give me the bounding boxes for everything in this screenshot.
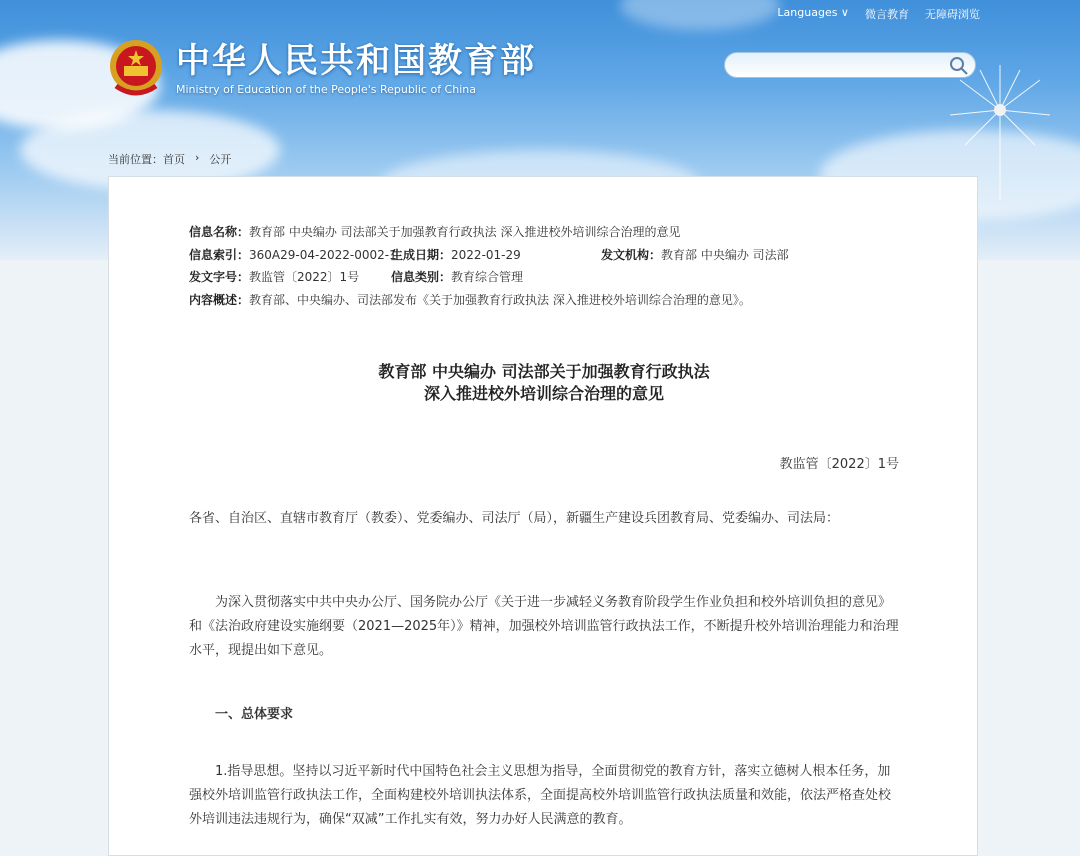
meta-summary-label: 内容概述： — [189, 292, 250, 307]
national-emblem-icon — [108, 38, 164, 98]
document-intro: 为深入贯彻落实中共中央办公厅、国务院办公厅《关于进一步减轻义务教育阶段学生作业负担和校外培训负担的意见》和《法治政府建设实施纲要（2021—2025年）》精神，加强校外培训监管行政执法工作，不断提升校外培训治理能力和治理水平，现提出如下意见。 — [189, 595, 899, 658]
breadcrumb-home[interactable]: 首页 — [163, 153, 185, 166]
breadcrumb-separator: › — [195, 151, 200, 164]
meta-date-label: 生成日期： — [391, 247, 452, 262]
document-addressee: 各省、自治区、直辖市教育厅（教委）、党委编办、司法厅（局），新疆生产建设兵团教育局、党委编办、司法局： — [189, 511, 840, 526]
meta-index-value: 360A29-04-2022-0002-1 — [249, 247, 397, 262]
accessible-browse-link[interactable]: 无障碍浏览 — [925, 8, 980, 21]
meta-category-value: 教育综合管理 — [451, 270, 524, 284]
document-metadata — [189, 221, 909, 311]
weibo-link[interactable]: 微言教育 — [865, 8, 909, 21]
breadcrumb-label: 当前位置： — [108, 153, 163, 166]
document-title-line2: 深入推进校外培训综合治理的意见 — [423, 384, 664, 403]
breadcrumb — [108, 151, 231, 167]
meta-docno-value: 教监管〔2022〕1号 — [249, 270, 360, 284]
meta-docno-label: 发文字号： — [189, 270, 250, 284]
search-icon[interactable] — [949, 56, 969, 76]
document-title-line1: 教育部 中央编办 司法部关于加强教育行政执法 — [378, 362, 710, 381]
breadcrumb-current[interactable]: 公开 — [209, 153, 232, 166]
document-title — [109, 361, 979, 405]
languages-link[interactable]: Languages ∨ — [777, 6, 849, 19]
site-subtitle: Ministry of Education of the People's Republic of China — [176, 82, 476, 96]
meta-index-label: 信息索引： — [189, 247, 250, 262]
content-panel — [108, 176, 978, 856]
meta-date-value: 2022-01-29 — [451, 247, 521, 262]
top-utility-bar — [777, 6, 980, 22]
meta-issuer-label: 发文机构： — [601, 247, 662, 262]
document-number: 教监管〔2022〕1号 — [779, 457, 899, 472]
search-box — [724, 52, 976, 78]
meta-summary-value: 教育部、中央编办、司法部发布《关于加强教育行政执法 深入推进校外培训综合治理的意见》。 — [249, 292, 751, 307]
search-input[interactable] — [725, 53, 964, 77]
meta-issuer-value: 教育部 中央编办 司法部 — [661, 247, 789, 262]
meta-category-label: 信息类别： — [391, 270, 452, 284]
site-logo[interactable] — [108, 38, 536, 98]
site-title: 中华人民共和国教育部 — [176, 40, 536, 81]
meta-name-label: 信息名称： — [189, 225, 250, 239]
meta-name-value: 教育部 中央编办 司法部关于加强教育行政执法 深入推进校外培训综合治理的意见 — [249, 225, 681, 239]
document-point-1: 1.指导思想。坚持以习近平新时代中国特色社会主义思想为指导，全面贯彻党的教育方针，落实立德树人根本任务，加强校外培训监管行政执法工作，全面构建校外培训执法体系，全面提高校外培训监管行政执法质量和效能，依法严格查处校外培训违法违规行为，确保“双减”工作扎实有效，努力办好人民满意的教育。 — [189, 764, 892, 827]
section-heading: 一、总体要求 — [215, 707, 294, 722]
